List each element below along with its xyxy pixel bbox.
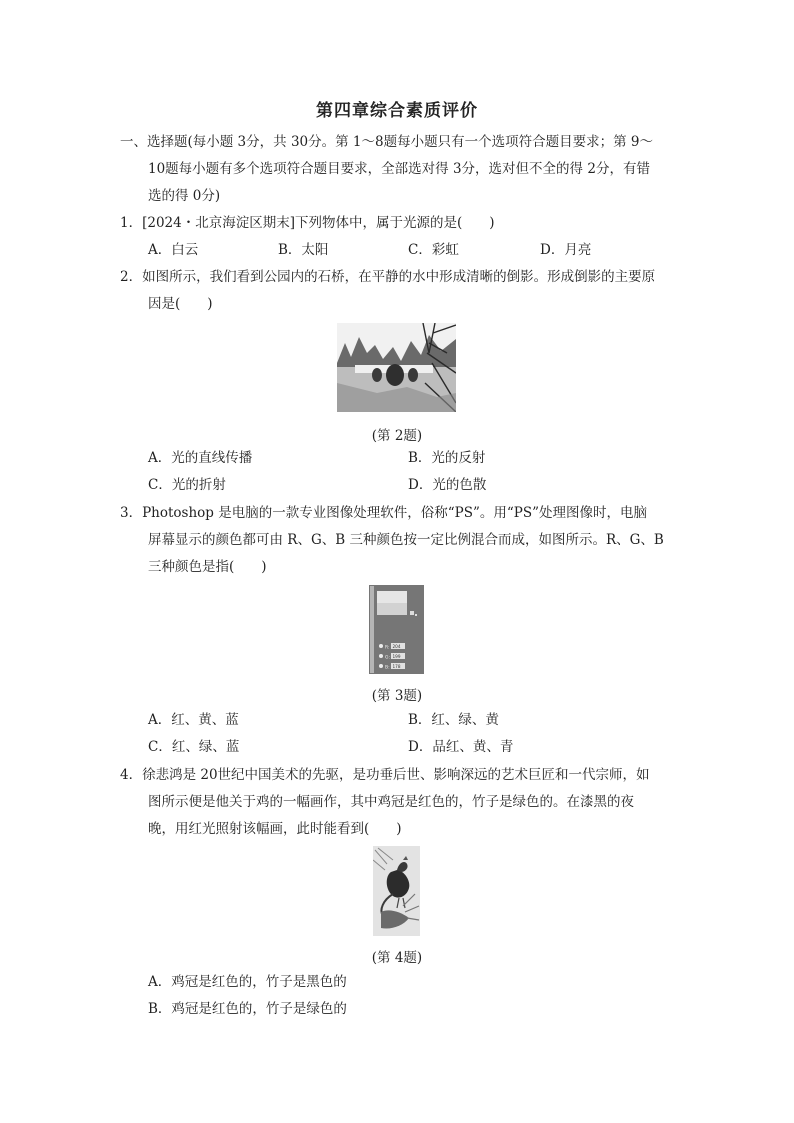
section-heading-line-2: 10题每小题有多个选项符合题目要求，全部选对得 3分，选对但不全的得 2分，有错	[148, 161, 650, 177]
q1-option-d: D．月亮	[540, 242, 592, 258]
q4-stem-line-3: 晚，用红光照射该幅画，此时能看到( )	[148, 821, 402, 837]
q3-figure-caption: (第 3题)	[371, 688, 423, 704]
q1-option-c: C．彩虹	[408, 242, 459, 258]
q3-option-a: A．红、黄、蓝	[148, 712, 239, 728]
q2-option-a: A．光的直线传播	[148, 450, 253, 466]
section-heading-line-1: 一、选择题(每小题 3分，共 30分。第 1～8题每小题只有一个选项符合题目要求；第 9～	[120, 134, 653, 150]
q4-stem-line-1: 4．徐悲鸿是 20世纪中国美术的先驱，是功垂后世、影响深远的艺术巨匠和一代宗师，如	[120, 767, 650, 783]
b-value: 178	[392, 664, 401, 670]
g-radio-icon	[379, 654, 383, 658]
photoshop-color-picker	[369, 585, 424, 674]
g-label: G:	[385, 655, 391, 661]
rooster-painting	[373, 846, 420, 936]
q3-stem-line-2: 屏幕显示的颜色都可由 R、G、B 三种颜色按一定比例混合而成，如图所示。R、G、B	[148, 532, 664, 548]
r-label: R:	[385, 645, 390, 651]
q3-option-b: B．红、绿、黄	[408, 712, 499, 728]
q2-option-d: D．光的色散	[408, 477, 487, 493]
q3-stem-line-3: 三种颜色是指( )	[148, 559, 267, 575]
g-value: 199	[392, 654, 401, 660]
q3-option-d: D．品红、黄、青	[408, 739, 514, 755]
section-heading-line-3: 选的得 0分)	[148, 188, 221, 204]
stone-bridge-photo	[337, 323, 456, 412]
q4-option-b: B．鸡冠是红色的，竹子是绿色的	[148, 1001, 347, 1017]
q4-figure-caption: (第 4题)	[371, 950, 423, 966]
q1-stem: 1．[2024・北京海淀区期末]下列物体中，属于光源的是( )	[120, 215, 495, 231]
q2-option-b: B．光的反射	[408, 450, 486, 466]
b-label: B:	[385, 665, 390, 671]
q2-stem-line-2: 因是( )	[148, 296, 213, 312]
q4-stem-line-2: 图所示便是他关于鸡的一幅画作，其中鸡冠是红色的，竹子是绿色的。在漆黑的夜	[148, 794, 634, 810]
r-value: 204	[392, 644, 401, 650]
q2-figure-caption: (第 2题)	[371, 428, 423, 444]
q3-stem-line-1: 3．Photoshop 是电脑的一款专业图像处理软件，俗称“PS”。用“PS”处理图像时，电脑	[120, 505, 648, 521]
q1-option-a: A．白云	[148, 242, 199, 258]
r-radio-icon	[379, 644, 383, 648]
q4-option-a: A．鸡冠是红色的，竹子是黑色的	[148, 974, 347, 990]
q2-option-c: C．光的折射	[148, 477, 226, 493]
b-radio-icon	[379, 664, 383, 668]
q3-option-c: C．红、绿、蓝	[148, 739, 240, 755]
q2-stem-line-1: 2．如图所示，我们看到公园内的石桥，在平静的水中形成清晰的倒影。形成倒影的主要原	[120, 269, 656, 285]
q1-option-b: B．太阳	[278, 242, 329, 258]
page-title: 第四章综合素质评价	[316, 101, 478, 121]
